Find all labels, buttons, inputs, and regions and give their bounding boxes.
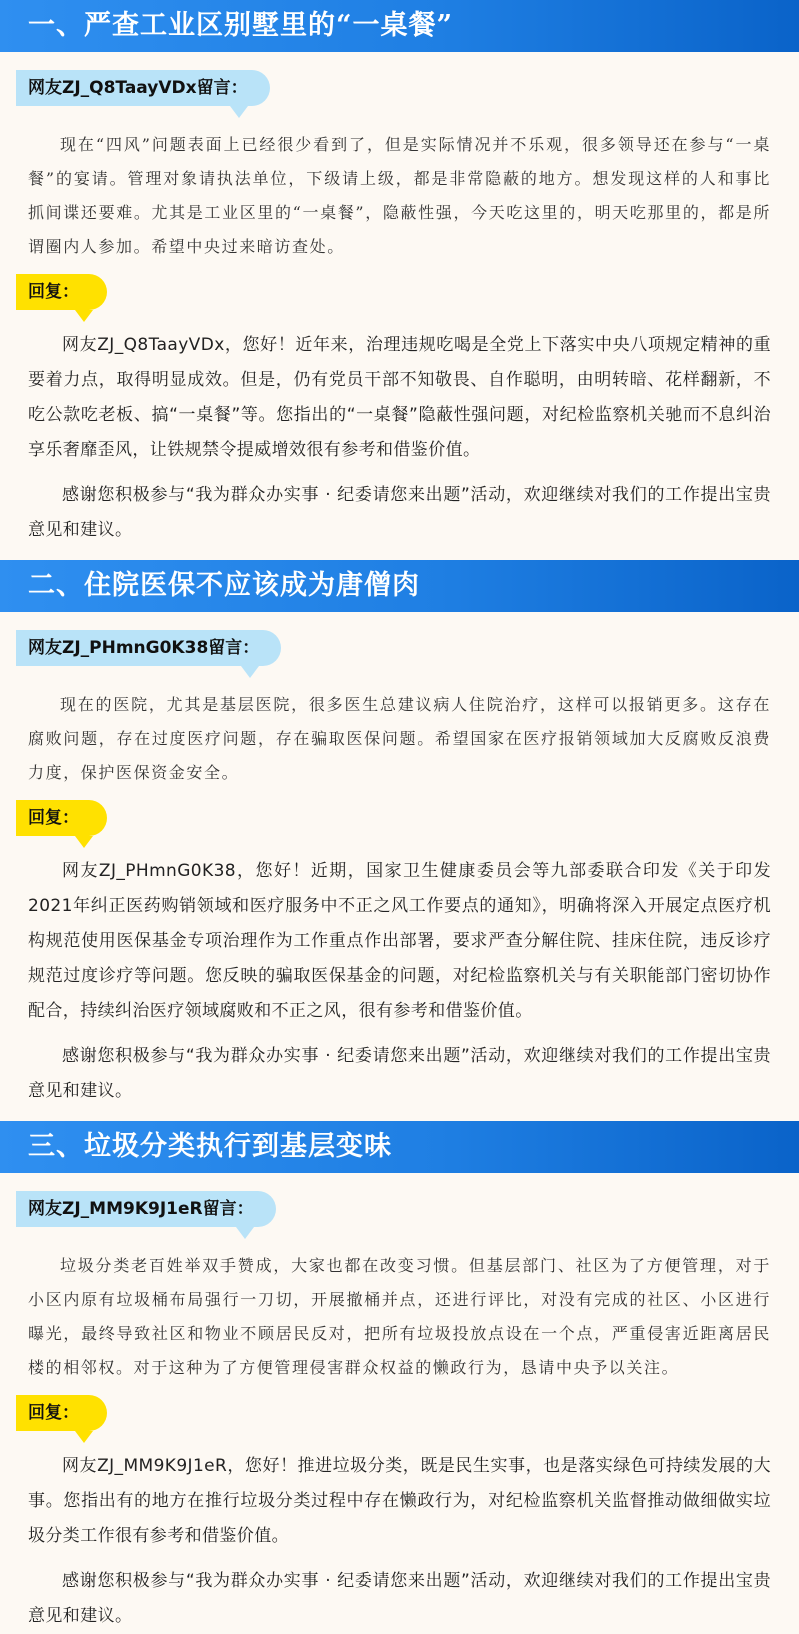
thanks-text: 感谢您积极参与“我为群众办实事 · 纪委请您来出题”活动，欢迎继续对我们的工作提出宝贵意见和建议。 <box>28 485 771 540</box>
section-3 <box>0 1121 799 1634</box>
section-2 <box>0 560 799 1109</box>
section-title: 三、垃圾分类执行到基层变味 <box>0 1121 799 1173</box>
reply-label-bubble: 回复： <box>16 274 107 310</box>
netizen-label-bubble: 网友ZJ_Q8TaayVDx留言： <box>16 70 270 106</box>
netizen-comment: 现在的医院，尤其是基层医院，很多医生总建议病人住院治疗，这样可以报销更多。这存在腐败问题，存在过度医疗问题，存在骗取医保问题。希望国家在医疗报销领域加大反腐败反浪费力度，保护医保资金安全。 <box>28 695 771 782</box>
reply-label-bubble: 回复： <box>16 800 107 836</box>
thanks-text: 感谢您积极参与“我为群众办实事 · 纪委请您来出题”活动，欢迎继续对我们的工作提出宝贵意见和建议。 <box>28 1046 771 1101</box>
section-1 <box>0 0 799 548</box>
section-title: 二、住院医保不应该成为唐僧肉 <box>0 560 799 612</box>
thanks-text: 感谢您积极参与“我为群众办实事 · 纪委请您来出题”活动，欢迎继续对我们的工作提出宝贵意见和建议。 <box>28 1571 771 1626</box>
section-title: 一、严查工业区别墅里的“一桌餐” <box>0 0 799 52</box>
reply-text: 网友ZJ_PHmnG0K38，您好！近期，国家卫生健康委员会等九部委联合印发《关于印发2021年纠正医药购销领域和医疗服务中不正之风工作要点的通知》，明确将深入开展定点医疗机构规范使用医保基金专项治理作为工作重点作出部署，要求严查分解住院、挂床住院，违反诊疗规范过度诊疗等问题。您反映的骗取医保基金的问题，对纪检监察机关与有关职能部门密切协作配合，持续纠治医疗领域腐败和不正之风，很有参考和借鉴价值。 <box>28 861 771 1021</box>
netizen-label-bubble: 网友ZJ_MM9K9J1eR留言： <box>16 1191 276 1227</box>
reply-text: 网友ZJ_MM9K9J1eR，您好！推进垃圾分类，既是民生实事，也是落实绿色可持续发展的大事。您指出有的地方在推行垃圾分类过程中存在懒政行为，对纪检监察机关监督推动做细做实垃圾分类工作很有参考和借鉴价值。 <box>28 1456 771 1546</box>
netizen-comment: 现在“四风”问题表面上已经很少看到了，但是实际情况并不乐观，很多领导还在参与“一桌餐”的宴请。管理对象请执法单位，下级请上级，都是非常隐蔽的地方。想发现这样的人和事比抓间谍还要难。尤其是工业区里的“一桌餐”，隐蔽性强，今天吃这里的，明天吃那里的，都是所谓圈内人参加。希望中央过来暗访查处。 <box>28 135 771 256</box>
reply-label-bubble: 回复： <box>16 1395 107 1431</box>
netizen-comment: 垃圾分类老百姓举双手赞成，大家也都在改变习惯。但基层部门、社区为了方便管理，对于小区内原有垃圾桶布局强行一刀切，开展撤桶并点，还进行评比，对没有完成的社区、小区进行曝光，最终导致社区和物业不顾居民反对，把所有垃圾投放点设在一个点，严重侵害近距离居民楼的相邻权。对于这种为了方便管理侵害群众权益的懒政行为，恳请中央予以关注。 <box>28 1256 771 1377</box>
reply-text: 网友ZJ_Q8TaayVDx，您好！近年来，治理违规吃喝是全党上下落实中央八项规定精神的重要着力点，取得明显成效。但是，仍有党员干部不知敬畏、自作聪明，由明转暗、花样翻新，不吃公款吃老板、搞“一桌餐”等。您指出的“一桌餐”隐蔽性强问题，对纪检监察机关驰而不息纠治享乐奢靡歪风，让铁规禁令提威增效很有参考和借鉴价值。 <box>28 335 771 460</box>
netizen-label-bubble: 网友ZJ_PHmnG0K38留言： <box>16 630 281 666</box>
